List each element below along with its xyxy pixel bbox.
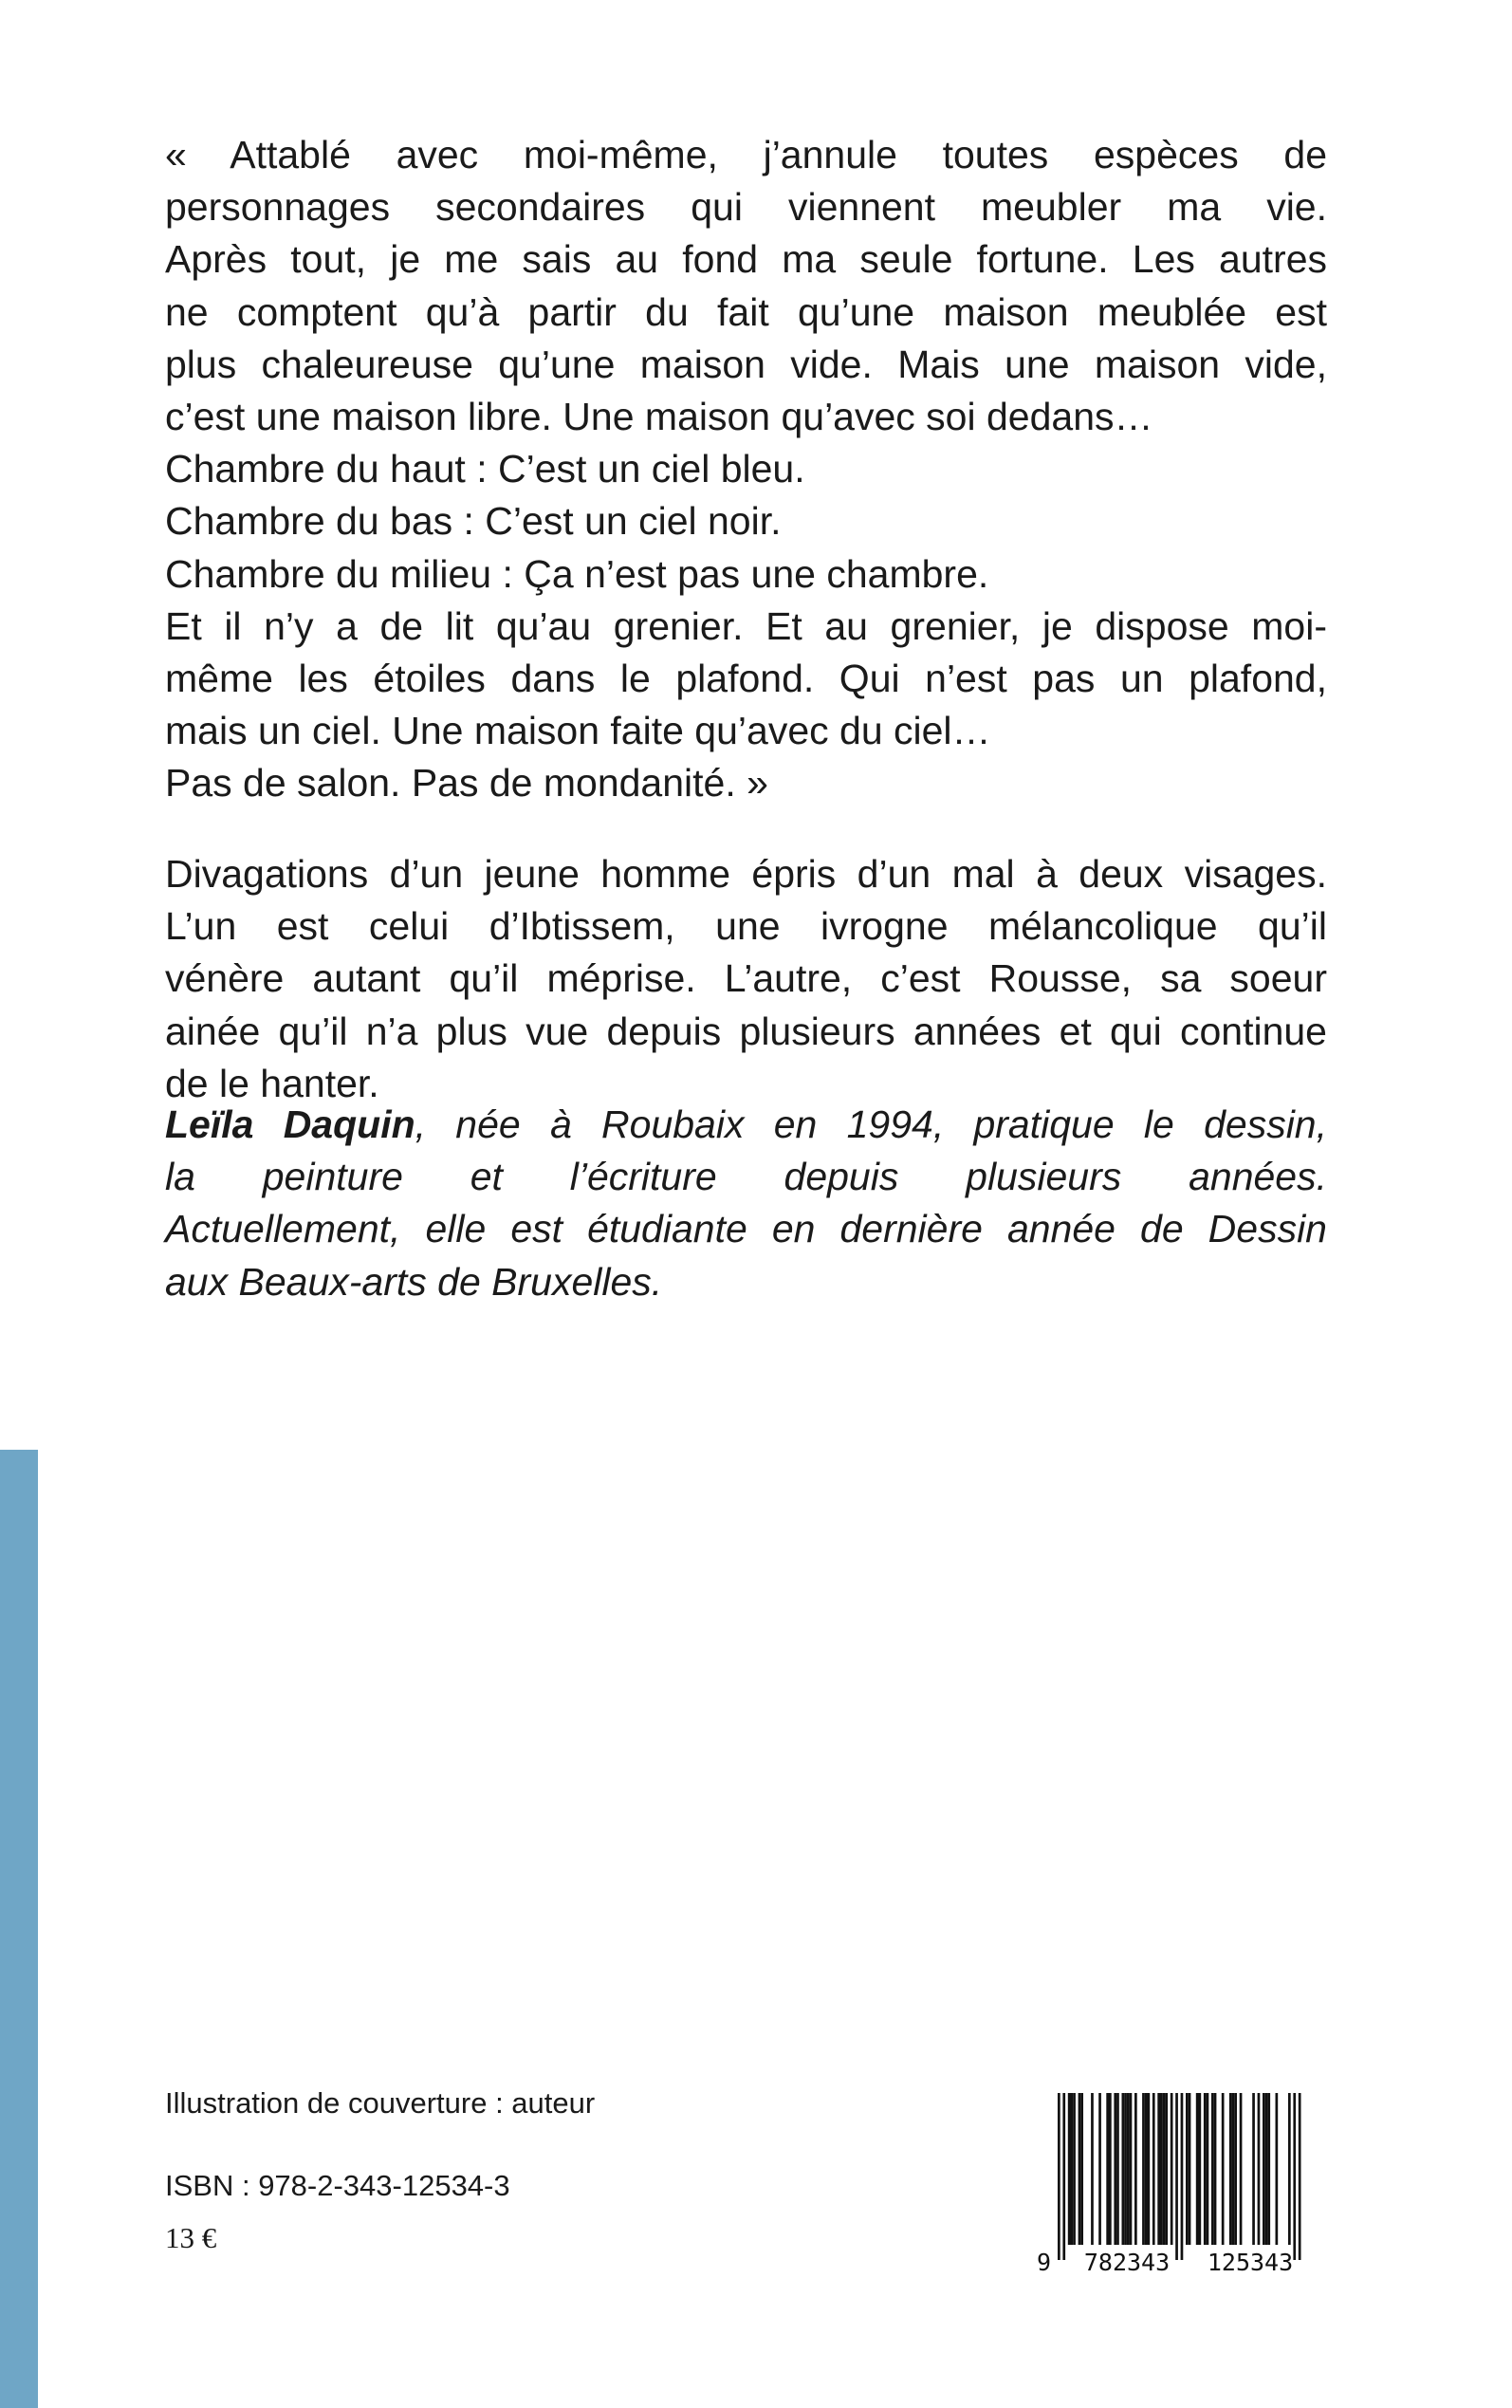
barcode-bar bbox=[1211, 2093, 1214, 2245]
barcode-bar bbox=[1234, 2093, 1237, 2245]
barcode-bar bbox=[1068, 2093, 1071, 2245]
isbn-number: ISBN : 978-2-343-12534-3 bbox=[165, 2169, 510, 2202]
quote-line: Pas de salon. Pas de mondanité. » bbox=[165, 761, 768, 806]
summary-line: de le hanter. bbox=[165, 1061, 379, 1105]
barcode-bar bbox=[1263, 2093, 1265, 2245]
summary-line: L’un est celui d’Ibtissem, une ivrogne mélancolique qu’il bbox=[165, 904, 1327, 949]
isbn-barcode bbox=[1031, 2087, 1327, 2277]
author-bio bbox=[165, 1099, 1327, 1308]
barcode-bar bbox=[1181, 2093, 1184, 2260]
barcode-bar bbox=[1252, 2093, 1255, 2245]
barcode-bar bbox=[1214, 2093, 1217, 2245]
bio-line bbox=[165, 1099, 1327, 1151]
barcode-bar bbox=[1157, 2093, 1160, 2245]
barcode-bar bbox=[1127, 2093, 1130, 2245]
barcode-bar bbox=[1204, 2093, 1207, 2245]
barcode-bar bbox=[1258, 2093, 1261, 2245]
barcode-bar bbox=[1080, 2093, 1083, 2245]
barcode-bar bbox=[1265, 2093, 1268, 2245]
barcode-bar bbox=[1207, 2093, 1209, 2245]
barcode-bar bbox=[1240, 2093, 1243, 2245]
bio-line: aux Beaux-arts de Bruxelles. bbox=[165, 1259, 663, 1304]
quote-line: ne comptent qu’à partir du fait qu’une maison meublée est bbox=[165, 289, 1327, 334]
barcode-bar bbox=[1163, 2093, 1166, 2245]
barcode-bar bbox=[1071, 2093, 1074, 2245]
summary-line: vénère autant qu’il méprise. L’autre, c’est Rousse, sa soeur bbox=[165, 956, 1327, 1001]
barcode-bar bbox=[1148, 2093, 1151, 2245]
barcode-bar bbox=[1058, 2093, 1060, 2260]
back-cover-text bbox=[165, 129, 1327, 1304]
bio-line: la peinture et l’écriture depuis plusieurs années. bbox=[165, 1155, 1327, 1199]
quote-line: Chambre du bas : C’est un ciel noir. bbox=[165, 499, 782, 544]
barcode-bar bbox=[1114, 2093, 1116, 2245]
barcode-bar bbox=[1229, 2093, 1232, 2245]
barcode-bar bbox=[1175, 2093, 1178, 2260]
barcode-bar bbox=[1109, 2093, 1112, 2245]
barcode-bar bbox=[1189, 2093, 1191, 2245]
barcode-bar bbox=[1171, 2093, 1173, 2245]
barcode-bar bbox=[1106, 2093, 1109, 2245]
quote-line: Chambre du milieu : Ça n’est pas une chambre. bbox=[165, 551, 989, 596]
barcode-bar bbox=[1122, 2093, 1125, 2245]
bio-first-line-rest: , née à Roubaix en 1994, pratique le dessin, bbox=[415, 1102, 1327, 1146]
quote-line: plus chaleureuse qu’une maison vide. Mais une maison vide, bbox=[165, 342, 1327, 386]
barcode-right-digits: 125343 bbox=[1207, 2249, 1294, 2276]
barcode-bar bbox=[1130, 2093, 1133, 2245]
barcode-bar bbox=[1276, 2093, 1279, 2245]
barcode-bar bbox=[1079, 2093, 1081, 2245]
summary-line: Divagations d’un jeune homme épris d’un mal à deux visages. bbox=[165, 852, 1327, 896]
spine-color-bar bbox=[0, 1450, 38, 2408]
barcode-bar bbox=[1160, 2093, 1163, 2245]
book-summary bbox=[165, 848, 1327, 1110]
quote-line: « Attablé avec moi-même, j’annule toutes espèces de bbox=[165, 133, 1327, 176]
barcode-bar bbox=[1299, 2093, 1301, 2260]
price-label: 13 € bbox=[165, 2221, 217, 2254]
barcode-bar bbox=[1186, 2093, 1189, 2245]
barcode-bar bbox=[1116, 2093, 1119, 2245]
author-name: Leïla Daquin bbox=[165, 1102, 415, 1146]
barcode-left-digits: 782343 bbox=[1083, 2249, 1171, 2276]
quote-line: Après tout, je me sais au fond ma seule fortune. Les autres bbox=[165, 237, 1327, 282]
barcode-bar bbox=[1222, 2093, 1225, 2245]
barcode-bar bbox=[1152, 2093, 1155, 2245]
barcode-bar bbox=[1165, 2093, 1168, 2245]
barcode-bar bbox=[1124, 2093, 1127, 2245]
bio-line: Actuellement, elle est étudiante en dernière année de Dessin bbox=[165, 1207, 1327, 1251]
barcode-bar bbox=[1073, 2093, 1076, 2245]
barcode-bar bbox=[1091, 2093, 1094, 2245]
quote-line: même les étoiles dans le plafond. Qui n’est pas un plafond, bbox=[165, 657, 1327, 701]
quote-line: personnages secondaires qui viennent meubler ma vie. bbox=[165, 185, 1327, 230]
barcode-bar bbox=[1062, 2093, 1065, 2260]
barcode-bar bbox=[1293, 2093, 1296, 2260]
quote-line: Chambre du haut : C’est un ciel bleu. bbox=[165, 447, 805, 491]
excerpt-quote bbox=[165, 129, 1327, 810]
summary-line: ainée qu’il n’a plus vue depuis plusieurs années et qui continue bbox=[165, 1009, 1327, 1053]
barcode-bar bbox=[1142, 2093, 1145, 2245]
barcode-bar bbox=[1199, 2093, 1202, 2245]
barcode-bar bbox=[1232, 2093, 1235, 2245]
quote-line: Et il n’y a de lit qu’au grenier. Et au grenier, je dispose moi- bbox=[165, 603, 1327, 648]
barcode-bar bbox=[1145, 2093, 1148, 2245]
cover-illustration-credit: Illustration de couverture : auteur bbox=[165, 2086, 596, 2120]
barcode-bar bbox=[1288, 2093, 1291, 2245]
quote-line: c’est une maison libre. Une maison qu’avec soi dedans… bbox=[165, 395, 1153, 439]
barcode-graphic bbox=[1031, 2087, 1327, 2277]
barcode-bar bbox=[1267, 2093, 1270, 2245]
barcode-bar bbox=[1098, 2093, 1101, 2245]
barcode-first-digit: 9 bbox=[1037, 2249, 1052, 2276]
barcode-bar bbox=[1196, 2093, 1199, 2245]
barcode-bar bbox=[1134, 2093, 1137, 2245]
quote-line: mais un ciel. Une maison faite qu’avec du ciel… bbox=[165, 709, 991, 753]
